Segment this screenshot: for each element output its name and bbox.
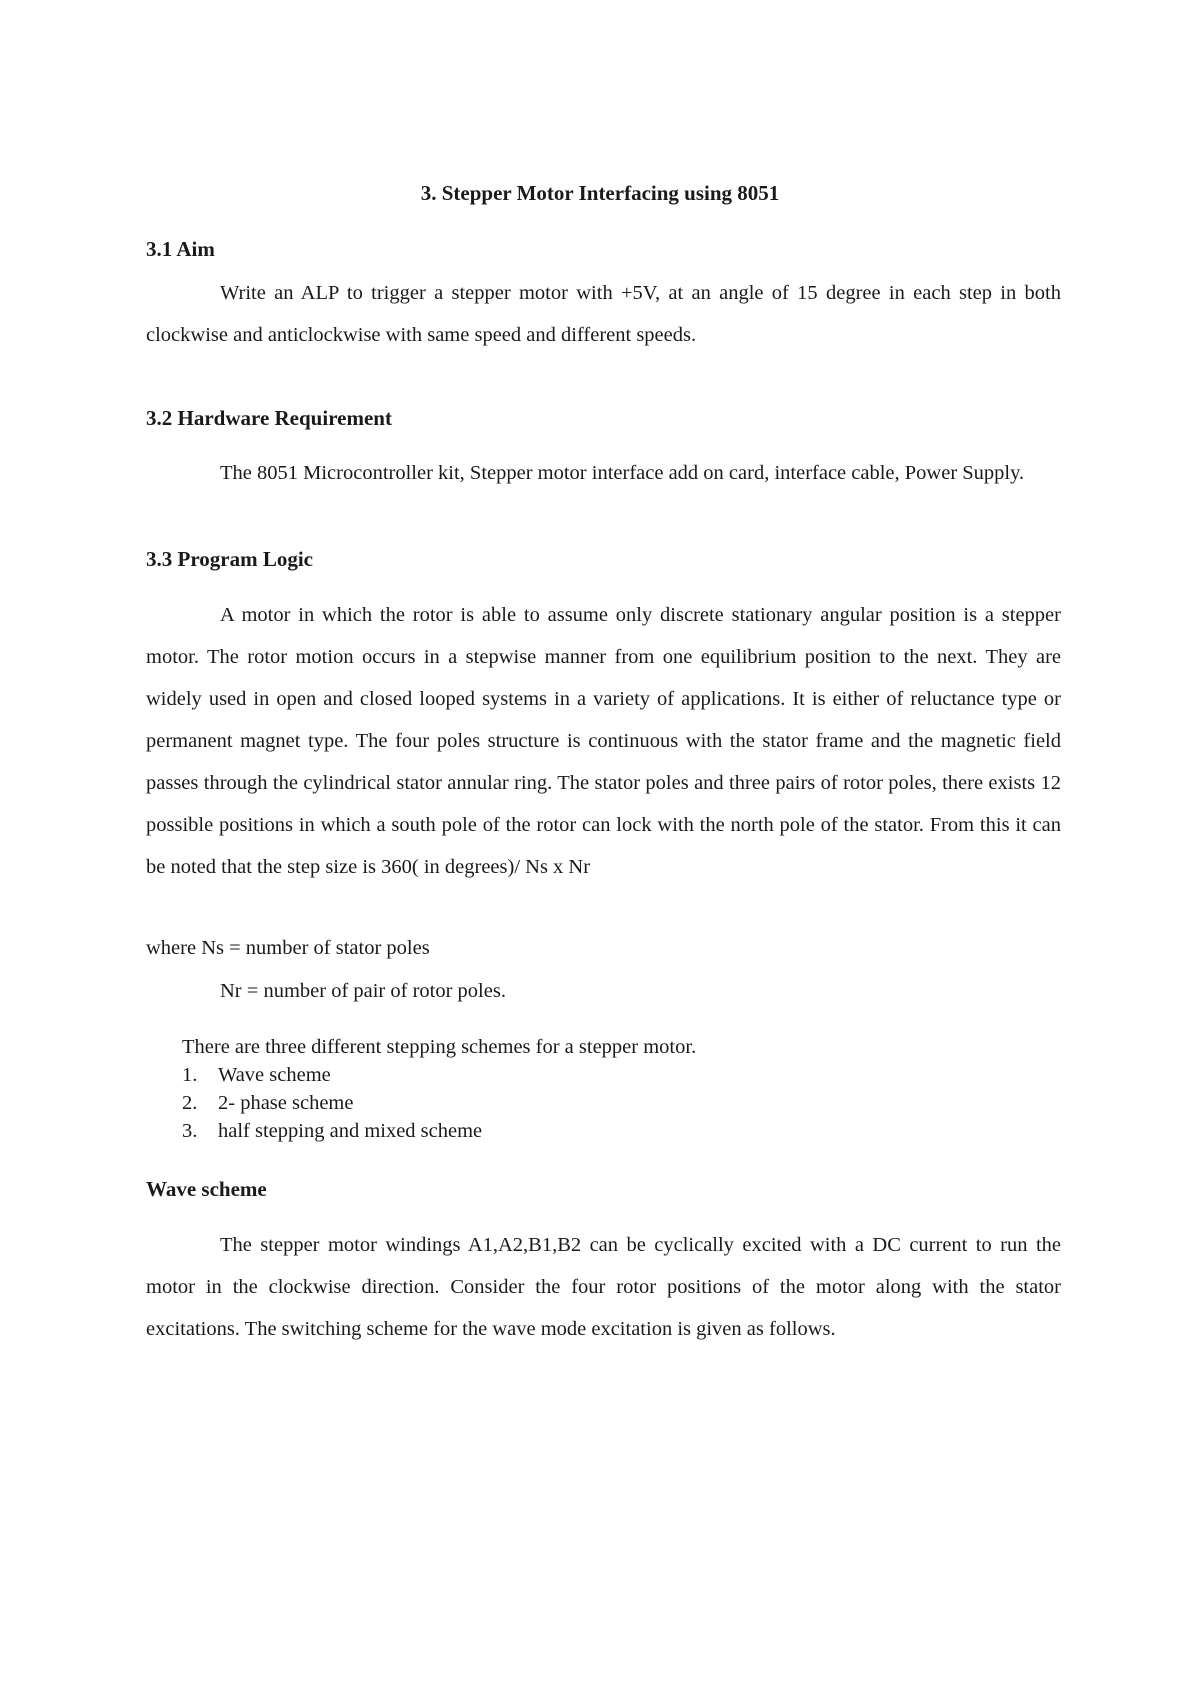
where-nr-line: Nr = number of pair of rotor poles. [220, 980, 506, 1002]
section-heading-hardware: 3.2 Hardware Requirement [146, 406, 392, 430]
section-heading-aim: 3.1 Aim [146, 237, 215, 261]
list-item: 3. half stepping and mixed scheme [182, 1120, 483, 1142]
hardware-text: The 8051 Microcontroller kit, Stepper motor interface add on card, interface cable, Power Supply. [220, 462, 1025, 484]
where-ns-line: where Ns = number of stator poles [146, 937, 430, 959]
wave-text: The stepper motor windings A1,A2,B1,B2 can be cyclically excited with a DC current to run the motor in the clockwise direction. Consider the four rotor positions of the motor along with the stator excitations. The switching scheme for the wave mode excitation is given as follows. [146, 1234, 1061, 1340]
aim-text: Write an ALP to trigger a stepper motor with +5V, at an angle of 15 degree in each step in both clockwise and anticlockwise with same speed and different speeds. [146, 282, 1061, 346]
page-title: 3. Stepper Motor Interfacing using 8051 [420, 181, 780, 205]
list-item: 2. 2- phase scheme [182, 1092, 354, 1114]
logic-text: A motor in which the rotor is able to assume only discrete stationary angular position is a stepper motor. The rotor motion occurs in a stepwise manner from one equilibrium position to the next. They are widely used in open and closed looped systems in a variety of applications. It is either of reluctance type or permanent magnet type. The four poles structure is continuous with the stator frame and the magnetic field passes through the cylindrical stator annular ring. The stator poles and three pairs of rotor poles, there exists 12 possible positions in which a south pole of the rotor can lock with the north pole of the stator. From this it can be noted that the step size is 360( in degrees)/ Ns x Nr [146, 604, 1061, 878]
schemes-intro: There are three different stepping schemes for a stepper motor. [182, 1036, 697, 1058]
aim-paragraph [146, 272, 1061, 356]
section-heading-wave: Wave scheme [146, 1177, 267, 1201]
schemes-list [182, 1061, 482, 1145]
hardware-paragraph [146, 459, 1061, 487]
list-item: 1. Wave scheme [182, 1064, 331, 1086]
wave-paragraph [146, 1224, 1061, 1350]
logic-paragraph [146, 594, 1061, 888]
section-heading-logic: 3.3 Program Logic [146, 547, 313, 571]
